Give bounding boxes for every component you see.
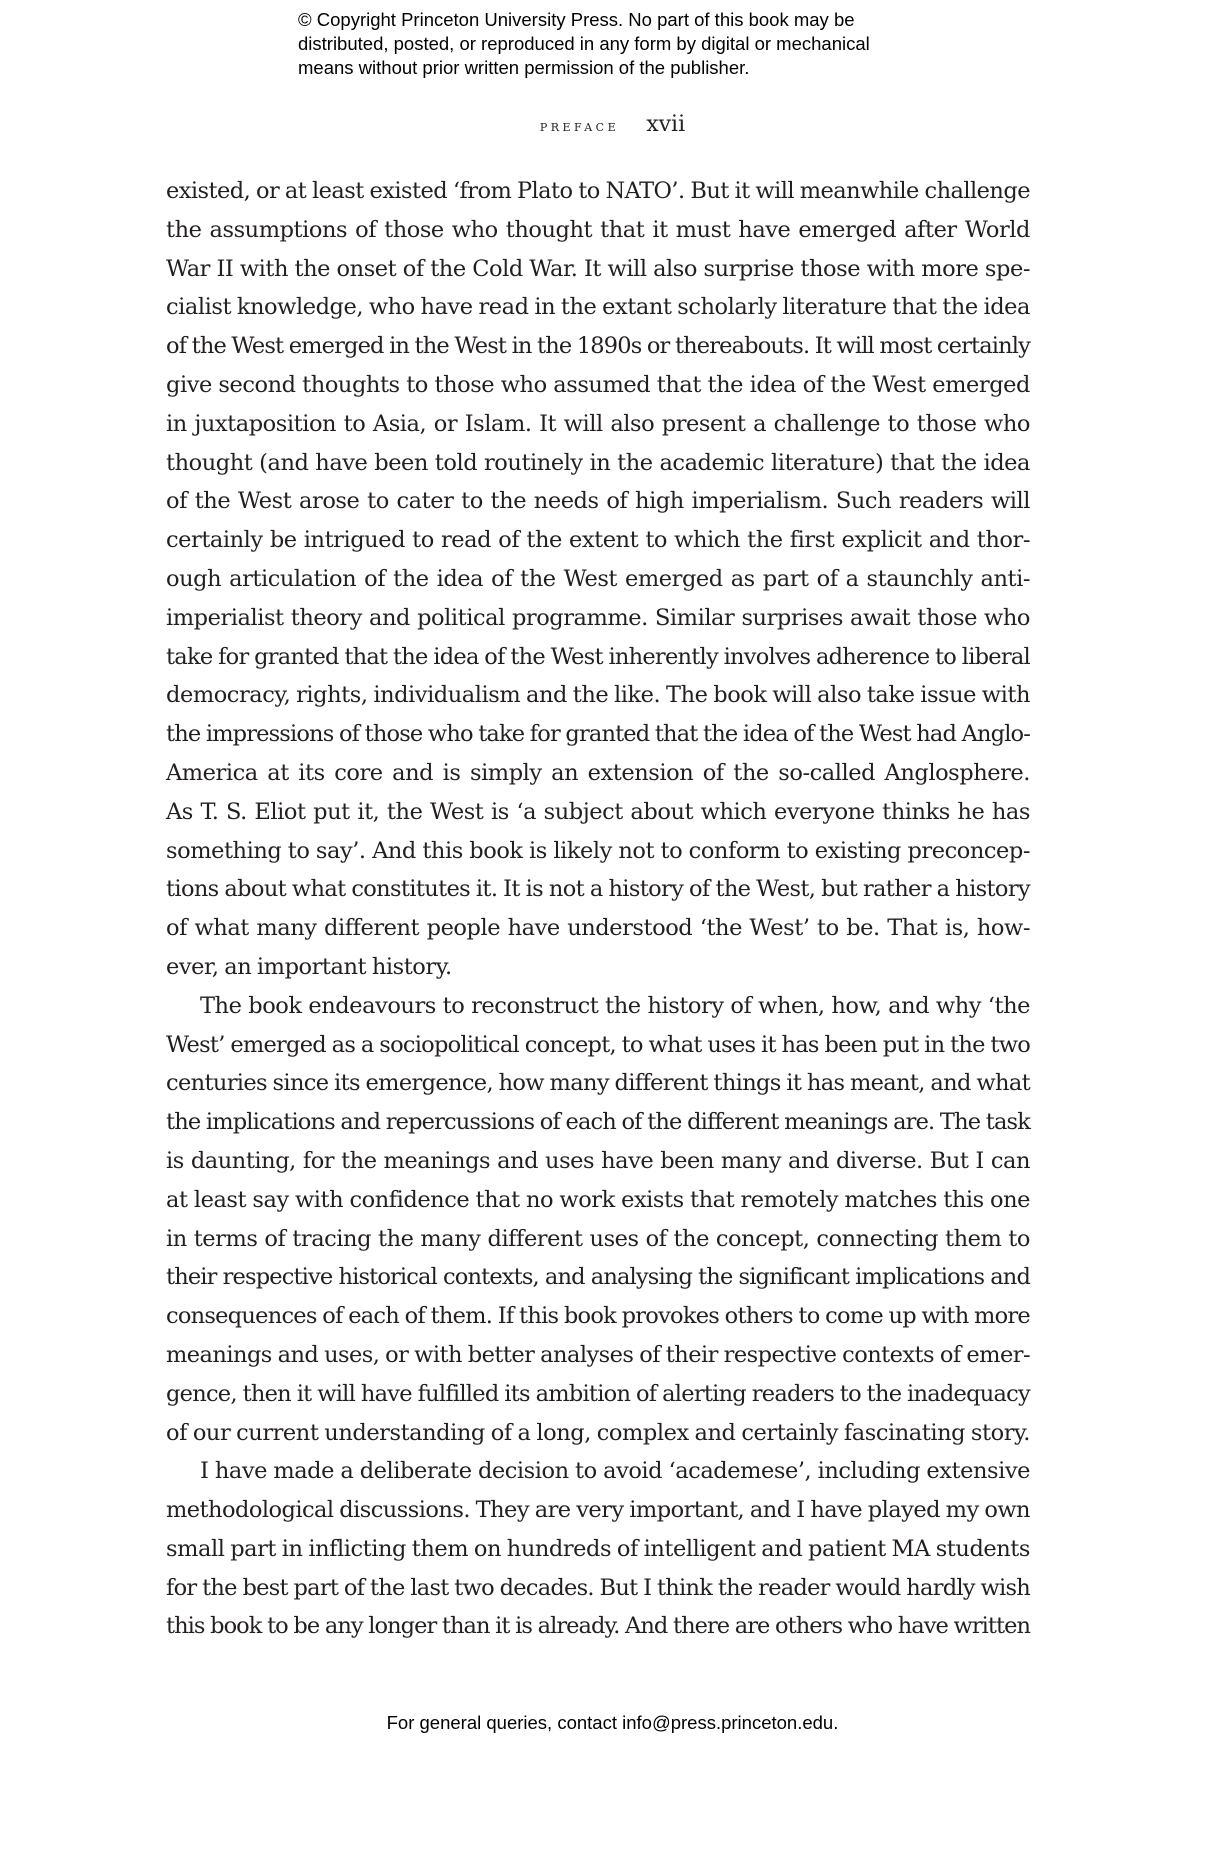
copyright-notice (298, 8, 938, 80)
text-line: the implications and repercussions of each of the different meanings are. The task (166, 1109, 1030, 1136)
text-line: thought (and have been told routinely in the academic literature) that the idea (166, 449, 1030, 476)
text-line: cialist knowledge, who have read in the extant scholarly literature that the idea (166, 294, 1030, 321)
text-line: methodological discussions. They are very important, and I have played my own (166, 1497, 1030, 1524)
text-line: small part in inflicting them on hundreds of intelligent and patient MA students (166, 1535, 1030, 1562)
text-line: of our current understanding of a long, complex and certainly fascinating story. (166, 1419, 1030, 1446)
text-line: The book endeavours to reconstruct the history of when, how, and why ‘the (200, 992, 1030, 1019)
body-text (166, 172, 1030, 1646)
text-line: imperialist theory and political programme. Similar surprises await those who (166, 604, 1030, 631)
text-line: ever, an important history. (166, 953, 452, 980)
text-line: take for granted that the idea of the West inherently involves adherence to liberal (166, 643, 1030, 670)
text-line: at least say with confidence that no work exists that remotely matches this one (166, 1186, 1030, 1213)
text-line: As T. S. Eliot put it, the West is ‘a subject about which everyone thinks he has (166, 798, 1030, 825)
text-line: of what many different people have understood ‘the West’ to be. That is, how- (166, 915, 1030, 942)
text-line: this book to be any longer than it is already. And there are others who have written (166, 1613, 1030, 1640)
text-line: certainly be intrigued to read of the extent to which the first explicit and thor- (166, 527, 1030, 554)
text-line: is daunting, for the meanings and uses have been many and diverse. But I can (166, 1147, 1030, 1174)
text-line: in terms of tracing the many different uses of the concept, connecting them to (166, 1225, 1030, 1252)
text-line: tions about what constitutes it. It is not a history of the West, but rather a history (166, 876, 1030, 903)
footer-contact: For general queries, contact info@press.princeton.edu. (386, 1712, 839, 1733)
running-head-label: preface (539, 116, 620, 135)
text-line: in juxtaposition to Asia, or Islam. It will also present a challenge to those who (166, 410, 1030, 437)
text-line: consequences of each of them. If this book provokes others to come up with more (166, 1303, 1030, 1330)
text-line: America at its core and is simply an extension of the so-called Anglosphere. (166, 759, 1030, 786)
text-line: ough articulation of the idea of the West emerged as part of a staunchly anti- (166, 565, 1030, 592)
page-number: xvii (646, 112, 686, 137)
text-line: I have made a deliberate decision to avoid ‘academese’, including extensive (200, 1458, 1030, 1485)
text-line: War II with the onset of the Cold War. It will also surprise those with more spe- (166, 255, 1030, 282)
text-line: centuries since its emergence, how many different things it has meant, and what (166, 1070, 1030, 1097)
text-line: existed, or at least existed ‘from Plato to NATO’. But it will meanwhile challenge (166, 178, 1030, 204)
text-line: the impressions of those who take for granted that the idea of the West had Anglo- (166, 721, 1030, 748)
copyright-line: © Copyright Princeton University Press. No part of this book may be (298, 9, 855, 30)
text-line: democracy, rights, individualism and the like. The book will also take issue with (166, 682, 1030, 709)
text-line: of the West emerged in the West in the 1890s or thereabouts. It will most certainly (166, 333, 1030, 360)
running-head (0, 112, 1225, 137)
text-line: give second thoughts to those who assumed that the idea of the West emerged (166, 371, 1030, 398)
text-line: meanings and uses, or with better analyses of their respective contexts of emer- (166, 1341, 1030, 1368)
text-line: West’ emerged as a sociopolitical concept, to what uses it has been put in the two (166, 1031, 1030, 1058)
copyright-line: distributed, posted, or reproduced in any form by digital or mechanical (298, 33, 870, 54)
text-line: of the West arose to cater to the needs of high imperialism. Such readers will (166, 488, 1030, 515)
copyright-line: means without prior written permission of the publisher. (298, 57, 750, 78)
text-line: gence, then it will have fulfilled its ambition of alerting readers to the inadequacy (166, 1380, 1030, 1407)
text-line: for the best part of the last two decades. But I think the reader would hardly wish (166, 1574, 1030, 1601)
text-line: the assumptions of those who thought that it must have emerged after World (166, 216, 1030, 243)
text-line: something to say’. And this book is likely not to conform to existing preconcep- (166, 837, 1030, 864)
text-line: their respective historical contexts, and analysing the significant implications and (166, 1264, 1030, 1291)
